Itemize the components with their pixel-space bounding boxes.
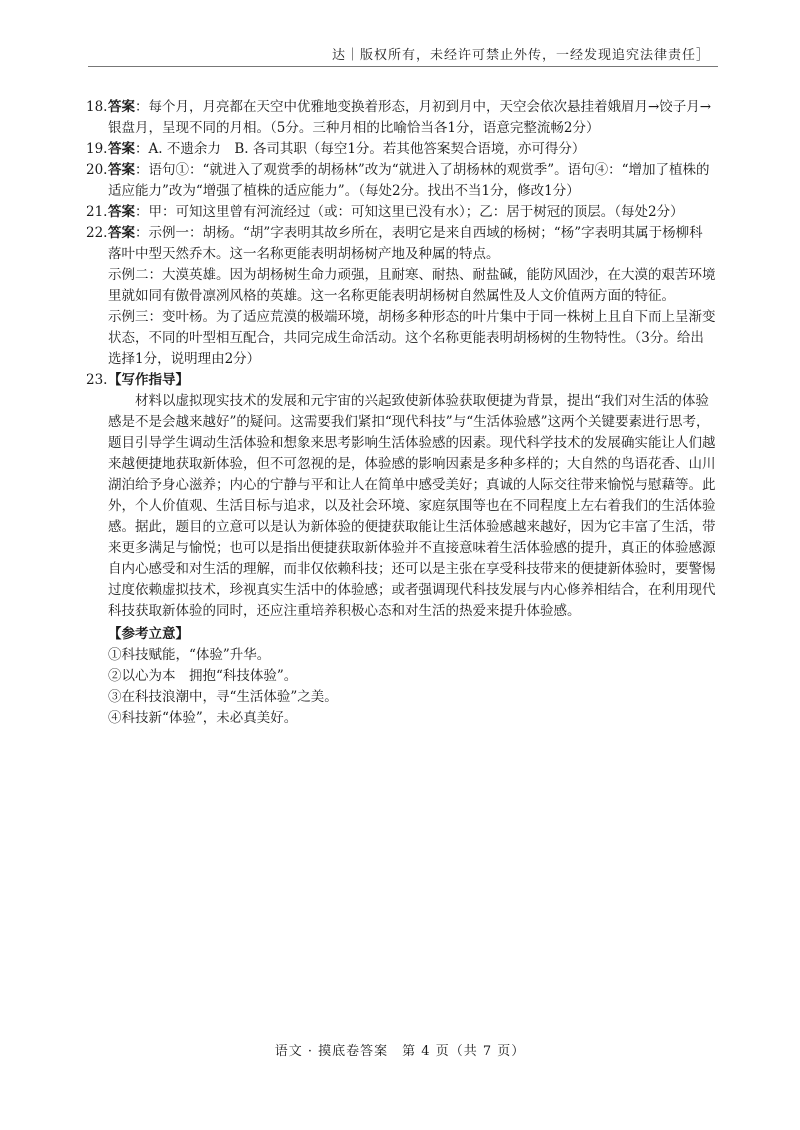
- answer-text: ：每个月，月亮都在天空中优雅地变换着形态，月初到月中，天空会依次悬挂着娥眉月→饺子月→银盘月，呈现不同的月相。（5分。三种月相的比喻恰当各1分，语意完整流畅2分）: [108, 99, 712, 136]
- reference-item: ②以心为本 拥抱“科技体验”。: [108, 668, 298, 684]
- answer-23: [86, 370, 716, 391]
- guide-title: 【写作指导】: [108, 372, 189, 388]
- answer-text: ：A. 不遗余力 B. 各司其职（每空1分。若其他答案契合语境，亦可得分）: [135, 141, 586, 157]
- question-number: 21.: [86, 204, 108, 220]
- answer-22: [86, 223, 716, 265]
- answer-18: [86, 97, 716, 139]
- answer-label: 答案: [108, 99, 135, 115]
- reference-item: ④科技新“体验”，未必真美好。: [108, 710, 298, 726]
- answer-text: ：语句①：“就进入了观赏季的胡杨林”改为“就进入了胡杨林的观赏季”。语句④：“增加了植株的适应能力”改为“增强了植株的适应能力”。（每处2分。找出不当1分，修改1分）: [108, 162, 710, 199]
- answer-21: [86, 202, 716, 223]
- answer-label: 答案: [108, 141, 135, 157]
- page-footer: 语文 · 摸底卷答案 第 4 页（共 7 页）: [274, 1044, 526, 1059]
- answer-19: [86, 139, 716, 160]
- reference-title: 【参考立意】: [108, 626, 189, 642]
- question-number: 20.: [86, 162, 108, 178]
- question-number: 22.: [86, 225, 108, 241]
- copyright-header: 达｜版权所有，未经许可禁止外传，一经发现追究法律责任］: [331, 48, 710, 63]
- reference-item: ③在科技浪潮中，寻“生活体验”之美。: [108, 689, 338, 705]
- writing-guide-text: 材料以虚拟现实技术的发展和元宇宙的兴起致使新体验获取便捷为背景，提出“我们对生活的体验感是不是会越来越好”的疑问。这需要我们紧扣“现代科技”与“生活体验感”这两个关键要素进行思考，题目引导学生调动生活体验和想象来思考影响生活体验感的因素。现代科学技术的发展确实能让人们越来越便捷地获取新体验，但不可忽视的是，体验感的影响因素是多种多样的；大自然的鸟语花香、山川湖泊给予身心滋养；内心的宁静与平和让人在简单中感受美好；真诚的人际交往带来愉悦与慰藉等。此外，个人价值观、生活目标与追求，以及社会环境、家庭氛围等也在不同程度上左右着我们的生活体验感。据此，题目的立意可以是认为新体验的便捷获取能让生活体验感越来越好，因为它丰富了生活，带来更多满足与愉悦；也可以是指出便捷获取新体验并不直接意味着生活体验感的提升，真正的体验感源自内心感受和对生活的理解，而非仅依赖科技；还可以是主张在享受科技带来的便捷新体验时，要警惕过度依赖虚拟技术，珍视真实生活中的体验感；或者强调现代科技发展与内心修养相结合，在利用现代科技获取新体验的同时，还应注重培养积极心态和对生活的热爱来提升体验感。: [108, 393, 716, 619]
- example-three: 示例三：变叶杨。为了适应荒漠的极端环境，胡杨多种形态的叶片集中于同一株树上且自下而上呈渐变状态，不同的叶型相互配合，共同完成生命活动。这个名称更能表明胡杨树的生物特性。（3分。给出选择1分，说明理由2分）: [108, 309, 716, 367]
- answer-label: 答案: [108, 162, 135, 178]
- answer-text: ：示例一：胡杨。“胡”字表明其故乡所在，表明它是来自西域的杨树；“杨”字表明其属于杨柳科落叶中型天然乔木。这一名称更能表明胡杨树产地及种属的特点。: [108, 225, 703, 262]
- header-divider: [88, 66, 718, 67]
- answer-content: [86, 97, 716, 729]
- reference-item: ①科技赋能，“体验”升华。: [108, 647, 271, 663]
- question-number: 18.: [86, 99, 108, 115]
- answer-label: 答案: [108, 204, 135, 220]
- question-number: 23.: [86, 372, 108, 388]
- answer-label: 答案: [108, 225, 135, 241]
- question-number: 19.: [86, 141, 108, 157]
- example-two: 示例二：大漠英雄。因为胡杨树生命力顽强，且耐寒、耐热、耐盐碱，能防风固沙，在大漠的艰苦环境里就如同有傲骨凛冽风格的英雄。这一名称更能表明胡杨树自然属性及人文价值两方面的特征。: [108, 267, 716, 304]
- answer-text: ：甲：可知这里曾有河流经过（或：可知这里已没有水）；乙：居于树冠的顶层。（每处2分）: [135, 204, 684, 220]
- answer-20: [86, 160, 716, 202]
